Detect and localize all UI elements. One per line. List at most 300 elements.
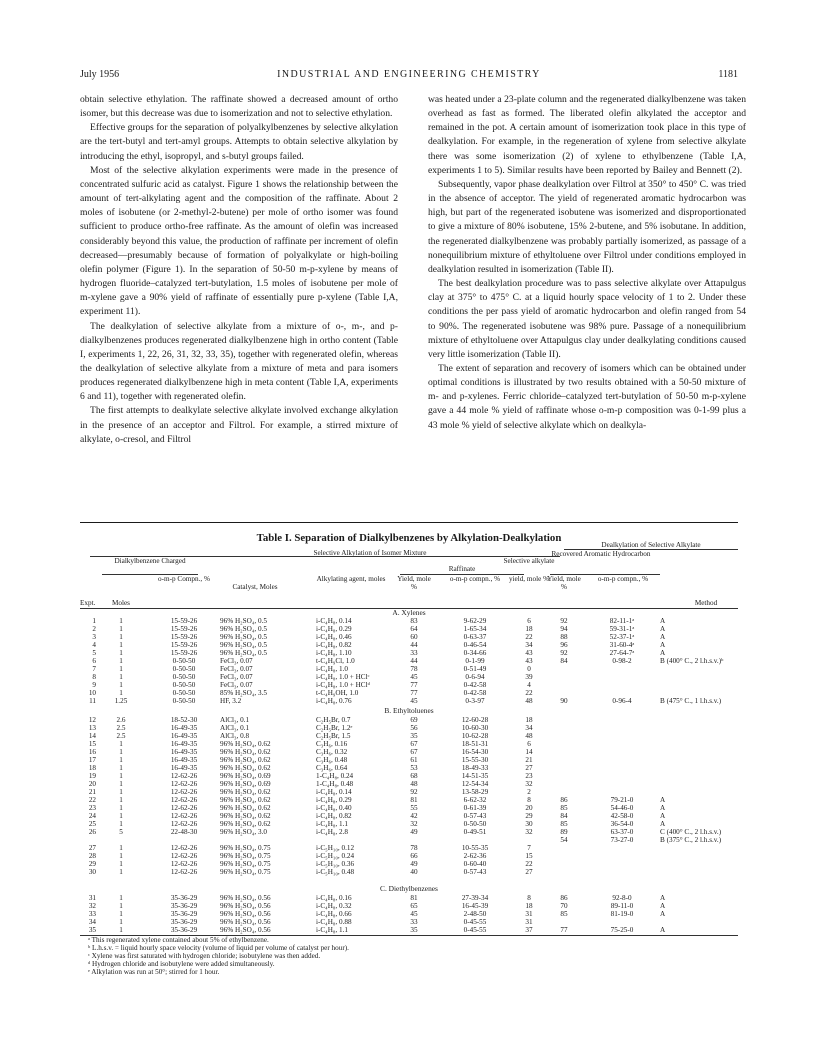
- cell-method: A: [660, 894, 666, 902]
- cell-method: A: [660, 625, 666, 633]
- cell-raff-compn: 27-39-34: [461, 894, 489, 902]
- cell-agent: i-C₄H₈, 0.14: [316, 788, 352, 796]
- table-row: [80, 836, 738, 844]
- cell-raff-compn: 14-51-35: [461, 772, 489, 780]
- cell-raff-compn: 10-55-35: [461, 844, 489, 852]
- section-title: C. Diethylbenzenes: [380, 884, 438, 893]
- cell-agent: i-C₅H₁₀, 0.12: [316, 844, 355, 852]
- cell-rec-compn: 59-31-1ᵃ: [609, 625, 635, 633]
- cell-compn: 16-49-35: [170, 740, 198, 748]
- cell-raff-compn: 9-62-29: [463, 617, 487, 625]
- group-header-selective-alkylate: Selective alkylate: [503, 557, 555, 565]
- cell-raff-compn: 15-55-30: [461, 756, 489, 764]
- col-header-rec-compn: o-m-p compn., %: [597, 575, 649, 583]
- cell-sel-yield: 31: [525, 918, 533, 926]
- cell-moles: 1: [119, 764, 123, 772]
- cell-raff-yield: 64: [410, 625, 418, 633]
- cell-sel-yield: 43: [525, 649, 533, 657]
- cell-compn: 12-62-26: [170, 804, 198, 812]
- cell-agent: i-C₅H₁₀, 0.48: [316, 868, 355, 876]
- cell-agent: i-C₄H₈, 0.76: [316, 697, 352, 705]
- group-header-selective: Selective Alkylation of Isomer Mixture: [313, 549, 427, 557]
- cell-expt: 22: [88, 796, 96, 804]
- table-row: [80, 617, 738, 625]
- cell-agent: t-C₄H₉Cl, 1.0: [316, 657, 355, 665]
- cell-agent: i-C₄H₈, 0.40: [316, 804, 352, 812]
- cell-agent: 1-C₄H₈, 0.24: [316, 772, 354, 780]
- table-row: [80, 820, 738, 828]
- cell-agent: i-C₄H₈, 0.66: [316, 910, 352, 918]
- cell-expt: 23: [88, 804, 96, 812]
- cell-raff-compn: 10-62-28: [461, 732, 489, 740]
- cell-rec-yield: 84: [560, 657, 568, 665]
- cell-method: A: [660, 820, 666, 828]
- cell-method: A: [660, 641, 666, 649]
- cell-agent: C₃H₆, 0.48: [316, 756, 348, 764]
- table-row: [80, 649, 738, 657]
- cell-compn: 35-36-29: [170, 918, 198, 926]
- footnote: ᵈ Hydrogen chloride and isobutylene were added simultaneously.: [88, 960, 275, 968]
- cell-raff-compn: 2-48-50: [463, 910, 487, 918]
- table-row: [80, 681, 738, 689]
- cell-raff-compn: 12-54-34: [461, 780, 489, 788]
- cell-moles: 1: [119, 820, 123, 828]
- table-row: [80, 812, 738, 820]
- cell-raff-yield: 83: [410, 617, 418, 625]
- cell-compn: 12-62-26: [170, 780, 198, 788]
- cell-sel-yield: 37: [525, 926, 533, 934]
- cell-sel-yield: 4: [527, 681, 531, 689]
- cell-sel-yield: 27: [525, 764, 533, 772]
- cell-sel-yield: 6: [527, 740, 531, 748]
- cell-sel-yield: 22: [525, 633, 533, 641]
- cell-moles: 1: [119, 902, 123, 910]
- cell-raff-yield: 45: [410, 910, 418, 918]
- cell-sel-yield: 21: [525, 756, 533, 764]
- cell-moles: 1: [119, 772, 123, 780]
- col-header-moles: Moles: [112, 599, 130, 607]
- col-header-sel-yield: yield, mole %: [508, 575, 550, 583]
- cell-agent: i-C₄H₈, 0.82: [316, 812, 352, 820]
- cell-catalyst: 96% H₂SO₄, 0.62: [220, 788, 271, 796]
- cell-raff-compn: 0-42-58: [463, 681, 487, 689]
- cell-raff-compn: 0-42-58: [463, 689, 487, 697]
- cell-catalyst: 96% H₂SO₄, 0.69: [220, 780, 271, 788]
- cell-sel-yield: 6: [527, 617, 531, 625]
- cell-catalyst: 96% H₂SO₄, 0.75: [220, 844, 271, 852]
- cell-rec-yield: 86: [560, 796, 568, 804]
- cell-raff-compn: 0-34-66: [463, 649, 487, 657]
- table-row: [80, 804, 738, 812]
- cell-raff-compn: 10-60-30: [461, 724, 489, 732]
- cell-raff-yield: 55: [410, 804, 418, 812]
- paragraph: The first attempts to dealkylate selective alkylate involved exchange alkylation in the presence of an acceptor and Filtrol. For example, a stirred mixture of alkylate, o-cresol, and Filtrol: [80, 405, 398, 445]
- cell-rec-yield: 70: [560, 902, 568, 910]
- cell-catalyst: 96% H₂SO₄, 0.56: [220, 926, 271, 934]
- cell-rec-compn: 0-96-4: [612, 697, 632, 705]
- section-rows-ethyltoluenes: [80, 716, 738, 876]
- cell-moles: 2.5: [116, 732, 126, 740]
- cell-moles: 1: [119, 918, 123, 926]
- cell-compn: 15-59-26: [170, 617, 198, 625]
- table-row: [80, 625, 738, 633]
- cell-sel-yield: 34: [525, 641, 533, 649]
- paragraph: was heated under a 23-plate column and the regenerated dialkylbenzene was taken overhead as fast as formed. The liberated olefin alkylated the acceptor and remained in the pot. A certain amount of isomerization took place in this type of dealkylation. For example, in the regeneration of xylene from selective alkylate there was some isomerization (2) of xylene to ethylbenzene (Table I,A, experiments 1 to 5). Similar results have been reported by Bailey and Bennett (2).: [428, 94, 746, 176]
- cell-expt: 28: [88, 852, 96, 860]
- cell-rec-yield: 90: [560, 697, 568, 705]
- cell-rec-yield: 54: [560, 836, 568, 844]
- cell-agent: i-C₄H₈, 0.29: [316, 625, 352, 633]
- cell-catalyst: 96% H₂SO₄, 0.62: [220, 796, 271, 804]
- cell-rec-yield: 88: [560, 633, 568, 641]
- footnote: ᵉ Alkylation was run at 50°; stirred for 1 hour.: [88, 968, 220, 976]
- cell-moles: 1: [119, 868, 123, 876]
- cell-raff-yield: 81: [410, 796, 418, 804]
- cell-catalyst: FeCl₃, 0.07: [220, 681, 253, 689]
- table-row: [80, 910, 738, 918]
- cell-raff-compn: 16-45-39: [461, 902, 489, 910]
- cell-sel-yield: 8: [527, 894, 531, 902]
- cell-sel-yield: 30: [525, 820, 533, 828]
- cell-expt: 25: [88, 820, 96, 828]
- table-row: [80, 633, 738, 641]
- cell-agent: C₃H₆, 0.64: [316, 764, 348, 772]
- cell-agent: C₂H₅Br, 1.2ᵉ: [316, 724, 353, 732]
- cell-catalyst: FeCl₃, 0.07: [220, 665, 253, 673]
- cell-raff-yield: 44: [410, 641, 418, 649]
- cell-moles: 5: [119, 828, 123, 836]
- cell-compn: 35-36-29: [170, 926, 198, 934]
- cell-raff-compn: 6-62-32: [463, 796, 487, 804]
- cell-compn: 12-62-26: [170, 812, 198, 820]
- issue-date: July 1956: [80, 69, 120, 80]
- paragraph: The best dealkylation procedure was to pass selective alkylate over Attapulgus clay at 375° to 475° C. at a liquid hourly space velocity of 1 to 2. Under these conditions the per pass yield of aromatic hydrocarbon and olefin ranged from 54 to 90%. The regenerated isobutene was 98% pure. Passage of a nonequilibrium mixture of ethyltoluene over Attapulgus clay under dealkylating conditions caused very little isomerization (Table II).: [428, 278, 746, 360]
- cell-compn: 18-52-30: [170, 716, 198, 724]
- cell-compn: 12-62-26: [170, 844, 198, 852]
- cell-compn: 12-62-26: [170, 796, 198, 804]
- cell-rec-yield: 92: [560, 617, 568, 625]
- cell-agent: i-C₄H₈, 1.10: [316, 649, 352, 657]
- cell-expt: 12: [88, 716, 96, 724]
- cell-agent: i-C₄H₈, 0.29: [316, 796, 352, 804]
- cell-raff-compn: 12-60-28: [461, 716, 489, 724]
- page-number: 1181: [718, 69, 738, 80]
- cell-moles: 2.5: [116, 724, 126, 732]
- data-table: [80, 541, 738, 1046]
- cell-expt: 6: [92, 657, 96, 665]
- cell-expt: 26: [88, 828, 96, 836]
- group-header-dialkyl: Dialkylbenzene Charged: [114, 557, 186, 565]
- cell-compn: 0-50-50: [172, 665, 196, 673]
- cell-raff-compn: 0-57-43: [463, 868, 487, 876]
- cell-raff-yield: 77: [410, 681, 418, 689]
- cell-raff-yield: 61: [410, 756, 418, 764]
- cell-raff-compn: 0-49-51: [463, 828, 487, 836]
- cell-compn: 16-49-35: [170, 732, 198, 740]
- cell-sel-yield: 39: [525, 673, 533, 681]
- cell-agent: 1-C₄H₈, 0.48: [316, 780, 354, 788]
- cell-rec-compn: 75-25-0: [610, 926, 634, 934]
- table-row: [80, 780, 738, 788]
- cell-sel-yield: 7: [527, 844, 531, 852]
- cell-sel-yield: 43: [525, 657, 533, 665]
- cell-rec-yield: 96: [560, 641, 568, 649]
- group-header-recovered: Recovered Aromatic Hydrocarbon: [551, 550, 651, 558]
- cell-sel-yield: 18: [525, 902, 533, 910]
- cell-agent: C₃H₆, 0.32: [316, 748, 348, 756]
- cell-sel-yield: 18: [525, 625, 533, 633]
- cell-sel-yield: 14: [525, 748, 533, 756]
- paragraph: Effective groups for the separation of polyalkylbenzenes by selective alkylation are the tert-butyl and tert-amyl groups. Attempts to obtain selective alkylation by introducing the ethyl, isopropyl, and s-butyl groups failed.: [80, 122, 398, 162]
- cell-expt: 35: [88, 926, 96, 934]
- paragraph: Most of the selective alkylation experiments were made in the presence of concentrated sulfuric acid as catalyst. Figure 1 shows the relationship between the amount of tert-alkylating agent and the composition of the raffinate. About 2 moles of isobutene (or 2-methyl-2-butene) per mole of ortho isomer was found sufficient to produce ortho-free raffinate. As the amount of olefin was increased considerably beyond this value, the production of raffinate per increment of olefin decreased—presumably because of formation of polyalkylate or high-boiling olefin polymer (Figure 1). In the separation of 50-50 m-p-xylene by means of hydrogen fluoride–catalyzed tert-butylation, 1.5 moles of isobutene per mole of m-xylene gave a 90% yield of raffinate of essentially pure p-xylene (Table I,A, experiment 11).: [80, 164, 398, 318]
- paragraph: The extent of separation and recovery of isomers which can be obtained under optimal conditions is illustrated by two results obtained with a 50-50 mixture of m- and p-xylenes. Ferric chloride–catalyzed tert-butylation of 50-50 m-p-xylene gave a 44 mole % yield of raffinate whose o-m-p composition was 0-1-99 plus a 43 mole % yield of selective alkylate which on dealkyla-: [428, 362, 746, 431]
- cell-rec-yield: 86: [560, 894, 568, 902]
- cell-raff-yield: 53: [410, 764, 418, 772]
- cell-moles: 1: [119, 641, 123, 649]
- running-header: [80, 69, 738, 83]
- cell-raff-compn: 0-45-55: [463, 926, 487, 934]
- cell-expt: 13: [88, 724, 96, 732]
- cell-agent: i-C₄H₈, 1.0 + HClᶜ: [316, 673, 370, 681]
- cell-moles: 1: [119, 689, 123, 697]
- body-column-right: [428, 93, 746, 433]
- cell-rec-compn: 42-58-0: [610, 812, 634, 820]
- cell-raff-yield: 67: [410, 748, 418, 756]
- paragraph: Subsequently, vapor phase dealkylation over Filtrol at 350° to 450° C. was tried in the absence of acceptor. The yield of regenerated aromatic hydrocarbon was high, but part of the regenerated isobutene was isomerized and disproportionated to give a mixture of 80% isobutene, 15% 2-butene, and 5% isobutane. In addition, the regenerated dialkylbenzene was probably partially isomerized, as passage of a nonequilibrium mixture of ethyltoluene over Filtrol under conditions employed in dealkylation resulted in isomerization (Table II).: [428, 178, 746, 275]
- cell-raff-yield: 35: [410, 926, 418, 934]
- cell-moles: 1: [119, 756, 123, 764]
- cell-agent: i-C₄H₈, 0.16: [316, 894, 352, 902]
- cell-moles: 1: [119, 649, 123, 657]
- cell-moles: 1: [119, 625, 123, 633]
- cell-catalyst: FeCl₃, 0.07: [220, 657, 253, 665]
- cell-catalyst: 96% H₂SO₄, 0.62: [220, 748, 271, 756]
- cell-catalyst: 96% H₂SO₄, 0.56: [220, 902, 271, 910]
- cell-compn: 15-59-26: [170, 641, 198, 649]
- col-header-catalyst: Catalyst, Moles: [232, 583, 278, 591]
- cell-sel-yield: 31: [525, 910, 533, 918]
- cell-agent: i-C₄H₈, 0.32: [316, 902, 352, 910]
- cell-raff-compn: 16-54-30: [461, 748, 489, 756]
- cell-raff-yield: 45: [410, 697, 418, 705]
- cell-compn: 15-59-26: [170, 633, 198, 641]
- cell-rec-yield: 84: [560, 812, 568, 820]
- cell-method: A: [660, 910, 666, 918]
- cell-catalyst: 96% H₂SO₄, 0.5: [220, 641, 267, 649]
- cell-moles: 1: [119, 780, 123, 788]
- cell-rec-compn: 36-54-0: [610, 820, 634, 828]
- table-row: [80, 732, 738, 740]
- cell-raff-yield: 68: [410, 772, 418, 780]
- cell-expt: 21: [88, 788, 96, 796]
- cell-raff-compn: 13-58-29: [461, 788, 489, 796]
- table-row: [80, 724, 738, 732]
- cell-expt: 18: [88, 764, 96, 772]
- cell-compn: 0-50-50: [172, 673, 196, 681]
- cell-expt: 1: [92, 617, 96, 625]
- cell-raff-yield: 77: [410, 689, 418, 697]
- cell-moles: 1: [119, 748, 123, 756]
- cell-catalyst: 96% H₂SO₄, 0.75: [220, 868, 271, 876]
- cell-compn: 12-62-26: [170, 860, 198, 868]
- cell-compn: 35-36-29: [170, 910, 198, 918]
- cell-moles: 1: [119, 665, 123, 673]
- cell-raff-yield: 42: [410, 812, 418, 820]
- cell-compn: 16-49-35: [170, 764, 198, 772]
- cell-sel-yield: 29: [525, 812, 533, 820]
- cell-agent: C₂H₅Br, 0.7: [316, 716, 351, 724]
- cell-rec-yield: 85: [560, 820, 568, 828]
- cell-agent: C₃H₆, 0.16: [316, 740, 348, 748]
- col-header-rec-yield: Yield, mole %: [547, 575, 581, 591]
- cell-compn: 0-50-50: [172, 657, 196, 665]
- cell-raff-yield: 81: [410, 894, 418, 902]
- cell-catalyst: 96% H₂SO₄, 0.5: [220, 649, 267, 657]
- table-row: [80, 756, 738, 764]
- cell-expt: 32: [88, 902, 96, 910]
- cell-compn: 12-62-26: [170, 852, 198, 860]
- cell-agent: i-C₅H₁₀, 0.36: [316, 860, 355, 868]
- cell-method: A: [660, 812, 666, 820]
- cell-method: C (400° C., 2 l.h.s.v.): [660, 828, 722, 836]
- cell-moles: 1: [119, 812, 123, 820]
- cell-raff-yield: 32: [410, 820, 418, 828]
- table-row: [80, 673, 738, 681]
- cell-raff-compn: 0-63-37: [463, 633, 487, 641]
- cell-agent: t-C₄H₉OH, 1.0: [316, 689, 359, 697]
- cell-moles: 1: [119, 804, 123, 812]
- cell-raff-compn: 0-45-55: [463, 918, 487, 926]
- cell-moles: 1: [119, 617, 123, 625]
- cell-expt: 5: [92, 649, 96, 657]
- table-row: [80, 926, 738, 934]
- cell-moles: 1: [119, 796, 123, 804]
- cell-catalyst: HF, 3.2: [220, 697, 242, 705]
- cell-raff-compn: 0-51-49: [463, 665, 487, 673]
- table-row: [80, 740, 738, 748]
- cell-moles: 1: [119, 844, 123, 852]
- cell-catalyst: 96% H₂SO₄, 0.62: [220, 812, 271, 820]
- cell-sel-yield: 34: [525, 724, 533, 732]
- paragraph: The dealkylation of selective alkylate from a mixture of o-, m-, and p-dialkylbenzenes produces regenerated dialkylbenzene high in ortho content (Table I, experiments 1, 22, 26, 31, 32, 33, 35), together with regenerated olefin, whereas the dealkylation of selective alkylate from a mixture of meta and para isomers produces regenerated dialkylbenzene high in meta content (Table I,A, experiments 6 and 11), together with regenerated olefin.: [80, 320, 398, 403]
- cell-catalyst: 96% H₂SO₄, 0.56: [220, 918, 271, 926]
- cell-sel-yield: 32: [525, 828, 533, 836]
- cell-raff-yield: 35: [410, 732, 418, 740]
- cell-rec-compn: 89-11-0: [610, 902, 634, 910]
- cell-sel-yield: 18: [525, 716, 533, 724]
- cell-compn: 16-49-35: [170, 724, 198, 732]
- cell-expt: 7: [92, 665, 96, 673]
- cell-raff-yield: 33: [410, 649, 418, 657]
- cell-agent: i-C₅H₁₀, 0.24: [316, 852, 355, 860]
- cell-rec-compn: 73-27-0: [610, 836, 634, 844]
- cell-method: A: [660, 633, 666, 641]
- cell-catalyst: 96% H₂SO₄, 0.69: [220, 772, 271, 780]
- cell-method: A: [660, 617, 666, 625]
- cell-moles: 1: [119, 788, 123, 796]
- footnote: ᶜ Xylene was first saturated with hydrogen chloride; isobutylene was then added.: [88, 952, 321, 960]
- cell-moles: 1: [119, 633, 123, 641]
- cell-moles: 1: [119, 657, 123, 665]
- cell-raff-yield: 67: [410, 740, 418, 748]
- cell-catalyst: 96% H₂SO₄, 0.5: [220, 617, 267, 625]
- table-row: [80, 716, 738, 724]
- cell-method: A: [660, 649, 666, 657]
- cell-raff-compn: 0-6-94: [465, 673, 485, 681]
- cell-sel-yield: 20: [525, 804, 533, 812]
- cell-expt: 17: [88, 756, 96, 764]
- cell-raff-yield: 69: [410, 716, 418, 724]
- cell-sel-yield: 48: [525, 697, 533, 705]
- cell-agent: i-C₄H₈, 0.46: [316, 633, 352, 641]
- cell-moles: 1.25: [114, 697, 128, 705]
- cell-expt: 9: [92, 681, 96, 689]
- cell-catalyst: 96% H₂SO₄, 0.62: [220, 756, 271, 764]
- col-header-raff-yield: Yield, mole %: [397, 575, 431, 591]
- cell-moles: 1: [119, 740, 123, 748]
- table-row: [80, 788, 738, 796]
- cell-rec-yield: 92: [560, 649, 568, 657]
- cell-rec-yield: 89: [560, 828, 568, 836]
- cell-catalyst: 96% H₂SO₄, 0.56: [220, 910, 271, 918]
- cell-expt: 14: [88, 732, 96, 740]
- cell-raff-compn: 0-1-99: [465, 657, 485, 665]
- cell-expt: 10: [88, 689, 96, 697]
- cell-rec-yield: 94: [560, 625, 568, 633]
- cell-raff-compn: 18-51-31: [461, 740, 489, 748]
- table-row: [80, 902, 738, 910]
- table-row: [80, 894, 738, 902]
- cell-compn: 12-62-26: [170, 788, 198, 796]
- cell-expt: 33: [88, 910, 96, 918]
- cell-moles: 1: [119, 681, 123, 689]
- cell-method: B (400° C., 2 l.h.s.v.)ᵇ: [660, 657, 724, 665]
- cell-sel-yield: 27: [525, 868, 533, 876]
- section-rows-diethylbenzenes: [80, 894, 738, 934]
- table-row: [80, 796, 738, 804]
- cell-raff-yield: 92: [410, 788, 418, 796]
- cell-compn: 35-36-29: [170, 902, 198, 910]
- cell-agent: i-C₄H₈, 1.0 + HClᵈ: [316, 681, 370, 689]
- cell-agent: i-C₄H₈, 2.8: [316, 828, 348, 836]
- cell-rec-compn: 27-64-7ᵃ: [609, 649, 635, 657]
- cell-agent: C₂H₅Br, 1.5: [316, 732, 351, 740]
- cell-compn: 15-59-26: [170, 625, 198, 633]
- cell-method: A: [660, 902, 666, 910]
- cell-raff-yield: 44: [410, 657, 418, 665]
- group-header-raffinate: Raffinate: [448, 565, 476, 573]
- cell-expt: 15: [88, 740, 96, 748]
- col-header-agent: Alkylating agent, moles: [316, 575, 386, 583]
- cell-raff-yield: 56: [410, 724, 418, 732]
- section-title: A. Xylenes: [392, 608, 426, 617]
- cell-moles: 1: [119, 860, 123, 868]
- table-row: [80, 852, 738, 860]
- cell-expt: 31: [88, 894, 96, 902]
- cell-rec-compn: 81-19-0: [610, 910, 634, 918]
- cell-catalyst: 96% H₂SO₄, 0.62: [220, 804, 271, 812]
- cell-moles: 1: [119, 852, 123, 860]
- cell-expt: 29: [88, 860, 96, 868]
- cell-raff-compn: 18-49-33: [461, 764, 489, 772]
- cell-rec-compn: 79-21-0: [610, 796, 634, 804]
- cell-method: B (475° C., 1 l.h.s.v.): [660, 697, 722, 705]
- cell-raff-yield: 60: [410, 633, 418, 641]
- group-header-dealkylation: Dealkylation of Selective Alkylate: [601, 541, 701, 549]
- cell-catalyst: FeCl₃, 0.07: [220, 673, 253, 681]
- table-row: [80, 764, 738, 772]
